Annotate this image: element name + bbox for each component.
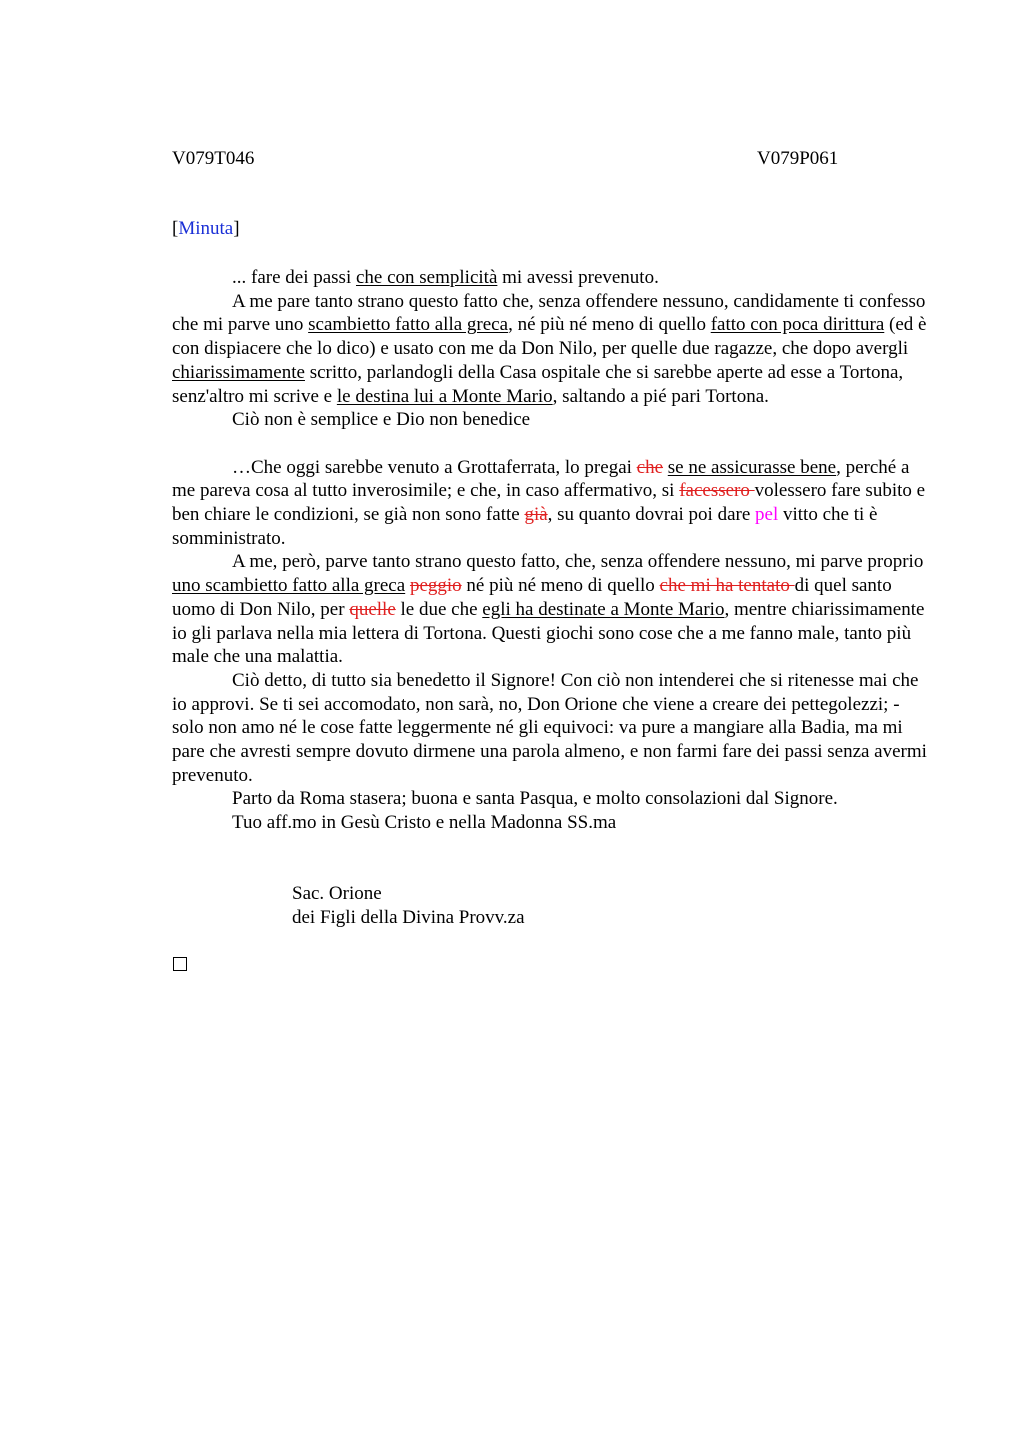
paragraph-1: ... fare dei passi che con semplicità mi avessi prevenuto.	[232, 267, 659, 288]
paragraph-3: Ciò non è semplice e Dio non benedice	[232, 409, 531, 431]
deleted-text: quelle	[349, 598, 396, 620]
paragraph-8: Tuo aff.mo in Gesù Cristo e nella Madonna SS.ma	[232, 812, 617, 834]
signature-name: Sac. Orione	[292, 883, 382, 904]
document-code-left: V079T046	[172, 148, 255, 169]
paragraph-4: …Che oggi sarebbe venuto a Grottaferrata, lo pregai che se ne assicurasse bene, perché a me pareva cosa al tutto inverosimile; e che, in caso affermativo, si facessero volessero fare subito e ben chiare le condizioni, se già non sono fatte già, su quanto dovrai poi dare pel vitto che ti è somministrato.	[172, 456, 926, 549]
signature-title: dei Figli della Divina Provv.za	[292, 907, 525, 928]
checkbox-square-icon	[173, 957, 187, 971]
paragraph-gap	[172, 432, 932, 456]
deleted-text: peggio	[409, 575, 462, 597]
paragraph-2: A me pare tanto strano questo fatto che, senza offendere nessuno, candidamente ti confesso che mi parve uno scambietto fatto alla greca, né più né meno di quello fatto con poca dirittura (ed è con dispiacere che lo dico) e usato con me da Don Nilo, per quelle due ragazze, che dopo avergli chiarissimamente scritto, parlandogli della Casa ospitale che si sarebbe aperte ad esse a Tortona, senz'altro mi scrive e le destina lui a Monte Mario, saltando a pié pari Tortona.	[172, 290, 927, 407]
inserted-text: pel	[755, 504, 779, 526]
deleted-text: che mi ha tentato	[659, 575, 795, 597]
deleted-text: già	[524, 504, 548, 526]
deleted-text: facessero	[679, 480, 755, 502]
document-code-right: V079P061	[757, 148, 839, 169]
signature-block	[292, 882, 525, 930]
minuta-label: [Minuta]	[172, 218, 240, 239]
minuta-link[interactable]: Minuta	[178, 218, 234, 239]
paragraph-5: A me, però, parve tanto strano questo fatto, che, senza offendere nessuno, mi parve proprio uno scambietto fatto alla greca peggio né più né meno di quello che mi ha tentato di quel santo uomo di Don Nilo, per quelle le due che egli ha destinate a Monte Mario, mentre chiarissimamente io gli parlava nella mia lettera di Tortona. Questi giochi sono cose che a me fanno male, tanto più male che una malattia.	[172, 551, 925, 668]
letter-body	[172, 266, 932, 835]
paragraph-6: Ciò detto, di tutto sia benedetto il Signore! Con ciò non intenderei che si ritenesse mai che io approvi. Se ti sei accomodato, non sarà, no, Don Orione che viene a creare dei pettegolezzi; - solo non amo né le cose fatte leggermente né gli equivoci: va pure a mangiare alla Badia, ma mi pare che avresti sempre dovuto dirmene una parola almeno, e non farmi fare dei passi senza avermi prevenuto.	[172, 669, 927, 786]
deleted-text: che	[636, 456, 664, 478]
paragraph-7: Parto da Roma stasera; buona e santa Pasqua, e molto consolazioni dal Signore.	[232, 788, 838, 810]
